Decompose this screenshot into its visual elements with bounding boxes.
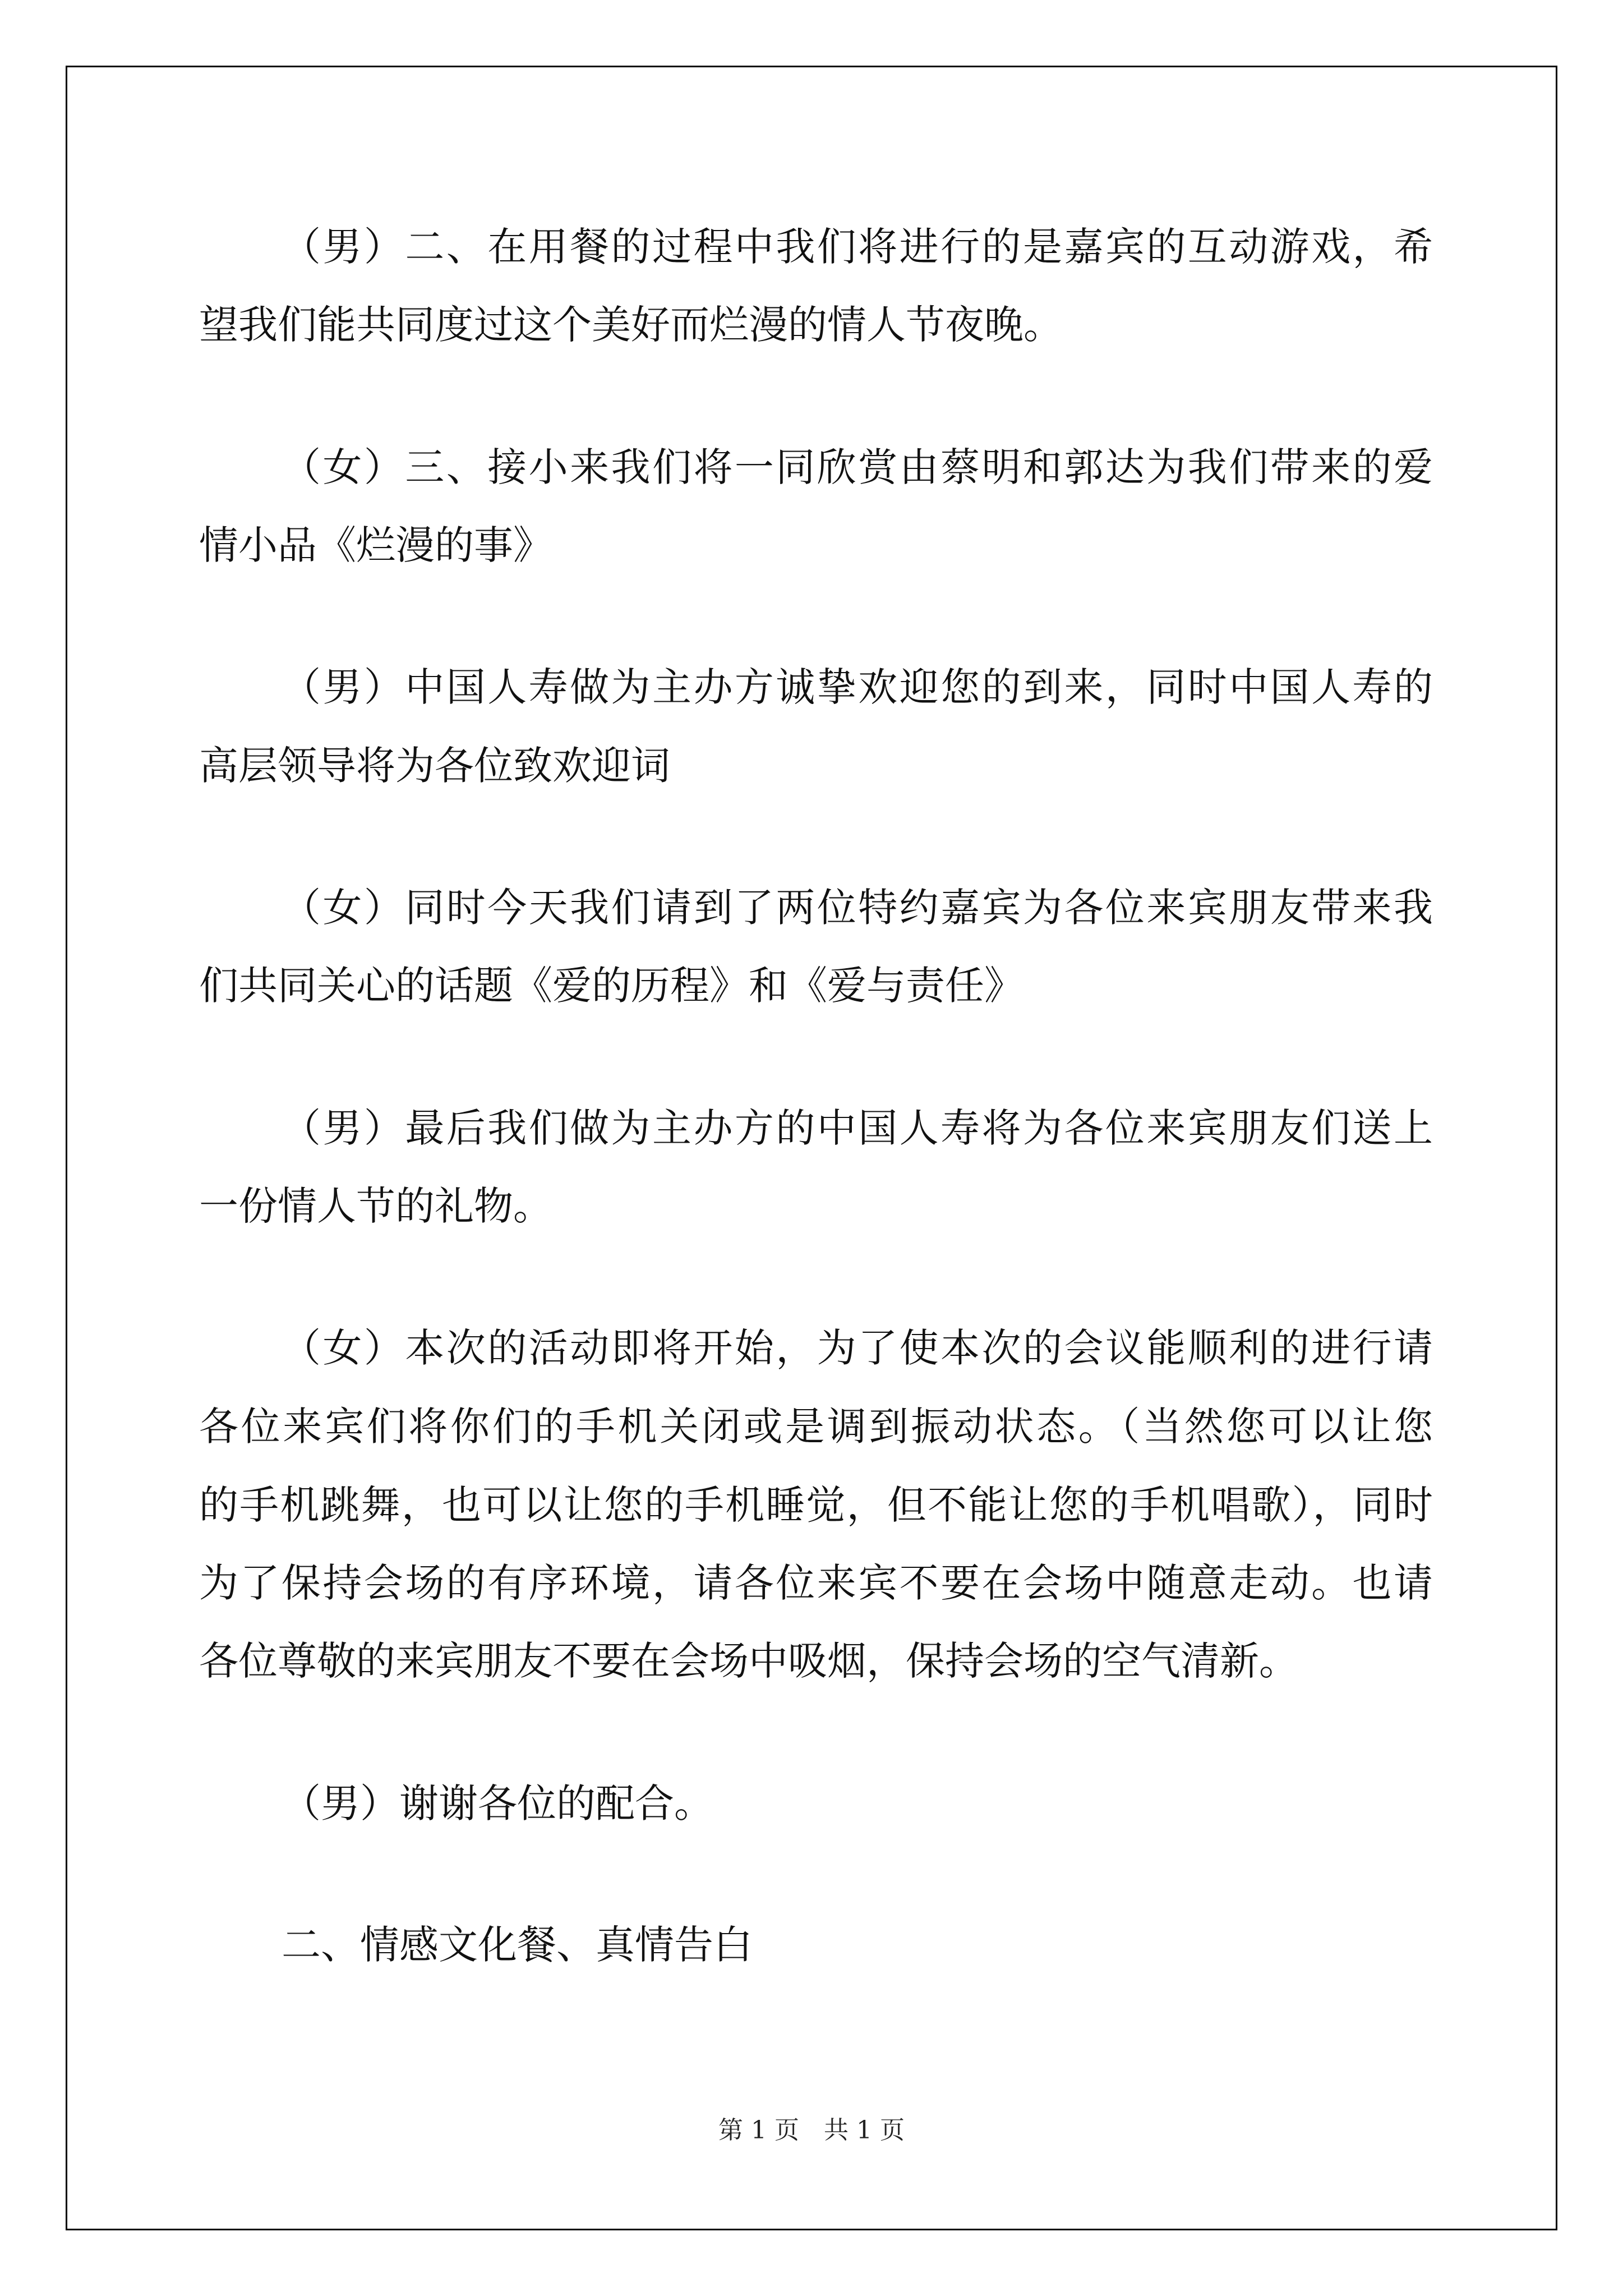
paragraph-3-line-1: （男）中国人寿做为主办方诚挚欢迎您的到来，同时中国人寿的 — [282, 664, 1433, 710]
paragraph-4-line-2: 们共同关心的话题《爱的历程》和《爱与责任》 — [199, 963, 1023, 1009]
paragraph-6-line-5: 各位尊敬的来宾朋友不要在会场中吸烟，保持会场的空气清新。 — [199, 1638, 1298, 1684]
section-heading: 二、情感文化餐、真情告白 — [282, 1922, 753, 1968]
paragraph-7-line-1: （男）谢谢各位的配合。 — [282, 1780, 713, 1826]
paragraph-5-line-1: （男）最后我们做为主办方的中国人寿将为各位来宾朋友们送上 — [282, 1105, 1433, 1151]
paragraph-5-line-2: 一份情人节的礼物。 — [199, 1183, 552, 1229]
paragraph-6-line-1: （女）本次的活动即将开始，为了使本次的会议能顺利的进行请 — [282, 1325, 1433, 1371]
paragraph-4-line-1: （女）同时今天我们请到了两位特约嘉宾为各位来宾朋友带来我 — [282, 885, 1433, 931]
paragraph-1-line-2: 望我们能共同度过这个美好而烂漫的情人节夜晚。 — [199, 302, 1063, 348]
paragraph-2-line-2: 情小品《烂漫的事》 — [199, 522, 552, 568]
paragraph-6-line-4: 为了保持会场的有序环境，请各位来宾不要在会场中随意走动。也请 — [199, 1560, 1433, 1606]
page-number-footer: 第 1 页 共 1 页 — [718, 2116, 905, 2145]
paragraph-3-line-2: 高层领导将为各位致欢迎词 — [199, 743, 670, 789]
paragraph-2-line-1: （女）三、接小来我们将一同欣赏由蔡明和郭达为我们带来的爱 — [282, 444, 1433, 490]
paragraph-6-line-2: 各位来宾们将你们的手机关闭或是调到振动状态。（当然您可以让您 — [199, 1404, 1433, 1450]
paragraph-6-line-3: 的手机跳舞，也可以让您的手机睡觉，但不能让您的手机唱歌），同时 — [199, 1482, 1433, 1528]
paragraph-1-line-1: （男）二、在用餐的过程中我们将进行的是嘉宾的互动游戏，希 — [282, 224, 1433, 270]
